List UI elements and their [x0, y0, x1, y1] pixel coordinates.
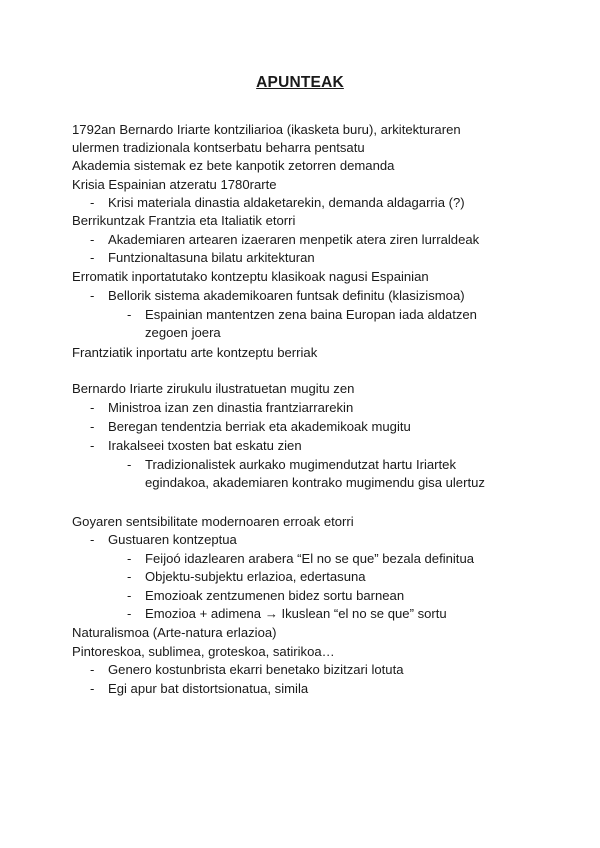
dash-marker: - [90, 662, 95, 677]
bullet-text: Objektu-subjektu erlazioa, edertasuna [145, 569, 366, 584]
text-line: Erromatik inportatutako kontzeptu klasikoak nagusi Espainian [72, 269, 429, 284]
sub-bullet-item [127, 456, 456, 474]
dash-marker: - [90, 532, 95, 547]
text-line: ulermen tradizionala kontserbatu beharra pentsatu [72, 140, 365, 155]
bullet-text: Akademiaren artearen izaeraren menpetik atera ziren lurraldeak [108, 232, 480, 247]
page-title: APUNTEAK [256, 74, 344, 91]
dash-marker: - [90, 419, 95, 434]
bullet-item [90, 680, 308, 698]
bullet-item [90, 418, 411, 436]
bullet-text: Genero kostunbrista ekarri benetako bizitzari lotuta [108, 662, 404, 677]
sub-bullet-item [127, 306, 477, 324]
text-line: Krisia Espainian atzeratu 1780rarte [72, 177, 277, 192]
bullet-item [90, 661, 404, 679]
dash-marker: - [127, 606, 132, 621]
bullet-text: Bellorik sistema akademikoaren funtsak definitu (klasizismoa) [108, 288, 465, 303]
bullet-item [90, 437, 302, 455]
text-line: Bernardo Iriarte zirukulu ilustratuetan mugitu zen [72, 381, 355, 396]
text-line: Berrikuntzak Frantzia eta Italiatik etorri [72, 213, 296, 228]
bullet-text: Gustuaren kontzeptua [108, 532, 237, 547]
bullet-text: Ministroa izan zen dinastia frantziarrarekin [108, 400, 354, 415]
bullet-item [90, 231, 479, 249]
sub-bullet-item [127, 587, 404, 605]
bullet-text: Espainian mantentzen zena baina Europan iada aldatzen [145, 307, 477, 322]
bullet-text: Feijoó idazlearen arabera “El no se que” bezala definitua [145, 551, 475, 566]
bullet-text: Emozioa + adimena → Ikuslean “el no se que” sortu [145, 606, 447, 621]
text-line: 1792an Bernardo Iriarte kontziliarioa (ikasketa buru), arkitekturaren [72, 122, 461, 137]
bullet-text: Beregan tendentzia berriak eta akademikoak mugitu [108, 419, 411, 434]
bullet-item [90, 399, 353, 417]
dash-marker: - [127, 457, 132, 472]
sub-bullet-item [127, 568, 366, 586]
bullet-text: Funtzionaltasuna bilatu arkitekturan [108, 250, 315, 265]
text-line: Akademia sistemak ez bete kanpotik zetorren demanda [72, 158, 395, 173]
dash-marker: - [127, 588, 132, 603]
dash-marker: - [90, 400, 95, 415]
bullet-text: Emozioak zentzumenen bidez sortu barnean [145, 588, 405, 603]
dash-marker: - [90, 288, 95, 303]
bullet-text: Krisi materiala dinastia aldaketarekin, demanda aldagarria (?) [108, 195, 465, 210]
text-line-continuation: egindakoa, akademiaren kontrako mugimendu gisa ulertuz [145, 475, 485, 490]
dash-marker: - [90, 195, 95, 210]
sub-bullet-item [127, 605, 447, 623]
bullet-item [90, 531, 237, 549]
sub-bullet-item [127, 550, 474, 568]
dash-marker: - [90, 232, 95, 247]
bullet-item [90, 287, 465, 305]
dash-marker: - [127, 307, 132, 322]
dash-marker: - [90, 438, 95, 453]
text-line: Goyaren sentsibilitate modernoaren erroak etorri [72, 514, 354, 529]
dash-marker: - [90, 250, 95, 265]
text-line: Pintoreskoa, sublimea, groteskoa, satirikoa… [72, 644, 335, 659]
bullet-text: Irakalseei txosten bat eskatu zien [108, 438, 302, 453]
text-line-continuation: zegoen joera [145, 325, 221, 340]
dash-marker: - [90, 681, 95, 696]
bullet-item [90, 194, 465, 212]
text-line: Frantziatik inportatu arte kontzeptu berriak [72, 345, 318, 360]
dash-marker: - [127, 551, 132, 566]
bullet-text: Tradizionalistek aurkako mugimendutzat hartu Iriartek [145, 457, 456, 472]
bullet-text: Egi apur bat distortsionatua, simila [108, 681, 309, 696]
text-line: Naturalismoa (Arte-natura erlazioa) [72, 625, 277, 640]
dash-marker: - [127, 569, 132, 584]
bullet-item [90, 249, 315, 267]
